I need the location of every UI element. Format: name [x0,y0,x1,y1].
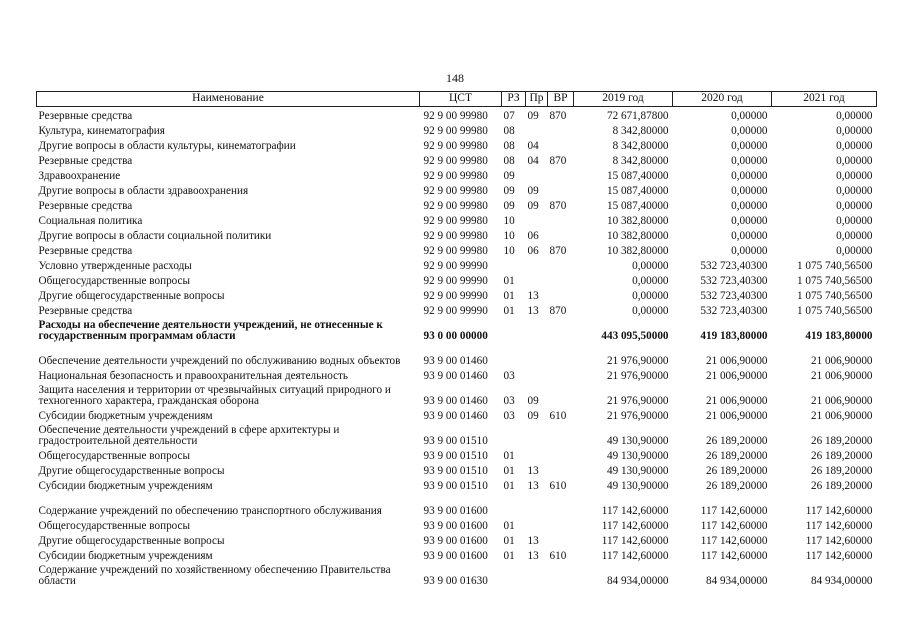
row-name: Другие вопросы в области социальной политики [38,229,272,242]
row-cst: 93 9 00 01600 [423,534,488,547]
row-value-2019: 49 130,90000 [606,449,669,462]
row-value-2021: 26 189,20000 [810,449,873,462]
row-vr: 610 [549,549,567,562]
row-vr [548,382,574,407]
row-vr [548,122,574,137]
row-value-2020: 532 723,40300 [700,289,768,302]
row-name: Субсидии бюджетным учреждениям [38,549,213,562]
row-cst: 92 9 00 99980 [423,199,488,212]
row-cst: 93 9 00 01630 [423,574,488,587]
row-value-2019: 15 087,40000 [606,169,669,182]
row-cst: 92 9 00 99980 [423,124,488,137]
row-cst: 93 9 00 01460 [423,369,488,382]
row-rz: 10 [503,214,515,227]
row-vr [548,212,574,227]
row-value-2021: 0,00000 [836,154,873,167]
row-value-2019: 0,00000 [632,289,669,302]
row-cst: 92 9 00 99980 [423,229,488,242]
row-vr [548,167,574,182]
row-name: Другие вопросы в области здравоохранения [38,184,249,197]
row-vr [548,517,574,532]
row-rz: 01 [503,289,515,302]
row-rz: 01 [503,449,515,462]
row-vr [548,287,574,302]
table-row [37,447,877,462]
row-pr: 13 [527,534,539,547]
table-row [37,287,877,302]
row-value-2021: 21 006,90000 [810,369,873,382]
row-name: Содержание учреждений по обеспечению транспортного обслуживания [38,505,382,517]
row-value-2020: 419 183,80000 [700,329,768,342]
row-vr [548,462,574,477]
row-rz: 01 [503,274,515,287]
row-value-2019: 10 382,80000 [606,229,669,242]
row-value-2020: 21 006,90000 [705,354,768,367]
table-row [37,462,877,477]
row-pr: 06 [527,229,539,242]
row-pr [526,272,548,287]
table-row [37,257,877,272]
table-row [37,152,877,167]
row-pr [526,122,548,137]
row-name: Общегосударственные вопросы [38,519,191,532]
column-header-2021: 2021 год [772,92,877,107]
row-value-2020: 0,00000 [731,154,768,167]
row-pr: 09 [527,394,539,407]
row-value-2021: 117 142,60000 [805,519,873,532]
table-row [37,317,877,342]
row-value-2019: 49 130,90000 [606,434,669,447]
table-row [37,382,877,407]
row-pr [526,562,548,587]
table-row [37,407,877,422]
row-value-2021: 0,00000 [836,124,873,137]
row-vr [548,422,574,447]
row-vr [548,257,574,272]
row-cst: 92 9 00 99980 [423,214,488,227]
row-value-2020: 117 142,60000 [700,504,768,517]
row-value-2020: 26 189,20000 [705,464,768,477]
table-row [37,227,877,242]
row-value-2020: 0,00000 [731,214,768,227]
table-row [37,197,877,212]
row-value-2020: 21 006,90000 [705,369,768,382]
row-pr: 04 [527,139,539,152]
row-name: Социальная политика [38,214,143,227]
row-pr: 13 [527,549,539,562]
row-value-2021: 0,00000 [836,109,873,122]
row-pr: 13 [527,479,539,492]
row-value-2021: 0,00000 [836,169,873,182]
table-row [37,182,877,197]
row-name: Резервные средства [38,304,133,317]
row-rz [502,422,526,447]
row-name: Условно утвержденные расходы [38,259,192,272]
row-value-2020: 117 142,60000 [700,519,768,532]
row-value-2020: 0,00000 [731,169,768,182]
row-vr [548,182,574,197]
row-value-2019: 0,00000 [632,274,669,287]
row-vr [548,562,574,587]
row-value-2021: 26 189,20000 [810,479,873,492]
row-value-2021: 117 142,60000 [805,534,873,547]
row-rz: 01 [503,534,515,547]
row-value-2019: 15 087,40000 [606,184,669,197]
row-vr [548,447,574,462]
row-value-2020: 117 142,60000 [700,534,768,547]
row-value-2020: 26 189,20000 [705,449,768,462]
column-header-cst: ЦСТ [420,92,502,107]
row-value-2019: 117 142,60000 [601,504,669,517]
row-name: Другие вопросы в области культуры, кинематографии [38,139,296,152]
row-name: Резервные средства [38,244,133,257]
row-value-2019: 15 087,40000 [606,199,669,212]
row-pr: 13 [527,289,539,302]
row-name: Расходы на обеспечение деятельности учреждений, не отнесенные к государственным программам области [38,319,383,342]
row-name: Обеспечение деятельности учреждений в сфере архитектуры и градостроительной деятельности [38,424,340,447]
row-rz: 09 [503,169,515,182]
table-header-row [37,92,877,107]
row-name: Защита населения и территории от чрезвычайных ситуаций природного и техногенного характера, гражданская оборона [38,384,391,407]
row-vr: 870 [549,154,567,167]
row-value-2019: 117 142,60000 [601,519,669,532]
row-pr [526,422,548,447]
table-row [37,562,877,587]
row-value-2019: 21 976,90000 [606,394,669,407]
row-cst: 92 9 00 99990 [423,289,488,302]
row-cst: 92 9 00 99980 [423,154,488,167]
row-value-2019: 10 382,80000 [606,244,669,257]
row-value-2019: 443 095,50000 [601,329,669,342]
row-cst: 92 9 00 99980 [423,244,488,257]
table-row [37,422,877,447]
row-rz: 08 [503,154,515,167]
row-value-2020: 0,00000 [731,229,768,242]
row-pr [526,517,548,532]
table-row [37,342,877,367]
row-value-2021: 0,00000 [836,244,873,257]
row-rz: 01 [503,549,515,562]
row-rz: 03 [503,369,515,382]
row-value-2020: 0,00000 [731,199,768,212]
row-name: Общегосударственные вопросы [38,449,191,462]
row-value-2019: 21 976,90000 [606,409,669,422]
row-value-2019: 0,00000 [632,304,669,317]
column-header-2020: 2020 год [673,92,772,107]
budget-table [36,91,877,587]
row-rz [502,257,526,272]
row-pr: 09 [527,184,539,197]
row-name: Общегосударственные вопросы [38,274,191,287]
row-value-2020: 117 142,60000 [700,549,768,562]
row-pr [526,212,548,227]
row-vr: 870 [549,109,567,122]
row-name: Национальная безопасность и правоохранительная деятельность [38,369,349,382]
row-vr: 870 [549,199,567,212]
row-cst: 92 9 00 99990 [423,304,488,317]
row-value-2019: 72 671,87800 [606,109,669,122]
row-cst: 92 9 00 99980 [423,109,488,122]
row-value-2019: 8 342,80000 [612,124,669,137]
row-name: Субсидии бюджетным учреждениям [38,409,213,422]
row-value-2021: 1 075 740,56500 [796,304,873,317]
row-value-2019: 8 342,80000 [612,139,669,152]
row-rz: 08 [503,124,515,137]
column-header-2019: 2019 год [574,92,673,107]
row-rz: 03 [503,394,515,407]
row-pr: 06 [527,244,539,257]
row-rz: 07 [503,109,515,122]
row-cst: 92 9 00 99990 [423,274,488,287]
row-rz [502,317,526,342]
row-pr: 04 [527,154,539,167]
row-value-2021: 117 142,60000 [805,549,873,562]
row-name: Резервные средства [38,154,133,167]
row-cst: 92 9 00 99980 [423,169,488,182]
row-value-2020: 0,00000 [731,109,768,122]
row-vr [548,227,574,242]
row-pr: 09 [527,199,539,212]
row-cst: 93 9 00 01510 [423,449,488,462]
column-header-rz: РЗ [502,92,526,107]
column-header-name: Наименование [37,92,420,107]
table-row [37,107,877,123]
row-pr: 09 [527,409,539,422]
row-name: Резервные средства [38,199,133,212]
row-vr: 870 [549,244,567,257]
row-value-2020: 0,00000 [731,184,768,197]
row-pr [526,257,548,272]
row-rz: 03 [503,409,515,422]
row-rz: 10 [503,244,515,257]
table-row [37,242,877,257]
row-value-2019: 49 130,90000 [606,479,669,492]
row-rz: 01 [503,464,515,477]
row-cst: 93 0 00 00000 [423,329,488,342]
row-rz: 10 [503,229,515,242]
row-pr [526,492,548,517]
row-value-2021: 21 006,90000 [810,354,873,367]
row-value-2019: 49 130,90000 [606,464,669,477]
row-value-2019: 21 976,90000 [606,354,669,367]
row-cst: 93 9 00 01510 [423,479,488,492]
table-row [37,517,877,532]
table-row [37,367,877,382]
row-rz: 08 [503,139,515,152]
row-cst: 92 9 00 99990 [423,259,488,272]
row-value-2020: 0,00000 [731,139,768,152]
column-header-vr: ВР [548,92,574,107]
row-value-2019: 21 976,90000 [606,369,669,382]
row-name: Обеспечение деятельности учреждений по обслуживанию водных объектов [38,355,401,367]
row-vr: 610 [549,479,567,492]
row-value-2020: 26 189,20000 [705,479,768,492]
row-value-2021: 419 183,80000 [805,329,873,342]
row-value-2019: 117 142,60000 [601,549,669,562]
row-rz: 01 [503,479,515,492]
table-row [37,532,877,547]
table-row [37,492,877,517]
row-vr [548,272,574,287]
row-value-2019: 117 142,60000 [601,534,669,547]
row-pr [526,342,548,367]
table-row [37,122,877,137]
row-rz: 09 [503,184,515,197]
row-rz: 01 [503,304,515,317]
row-value-2020: 21 006,90000 [705,409,768,422]
row-value-2020: 532 723,40300 [700,259,768,272]
table-row [37,547,877,562]
row-pr [526,167,548,182]
row-vr: 870 [549,304,567,317]
table-row [37,137,877,152]
row-name: Другие общегосударственные вопросы [38,289,225,302]
row-name: Другие общегосударственные вопросы [38,534,225,547]
row-rz: 01 [503,519,515,532]
row-cst: 93 9 00 01600 [423,519,488,532]
row-cst: 92 9 00 99980 [423,184,488,197]
row-rz [502,562,526,587]
row-rz [502,492,526,517]
row-cst: 93 9 00 01460 [423,409,488,422]
row-name: Резервные средства [38,109,133,122]
row-vr [548,342,574,367]
row-cst: 92 9 00 99980 [423,139,488,152]
row-value-2021: 0,00000 [836,214,873,227]
table-row [37,302,877,317]
row-name: Другие общегосударственные вопросы [38,464,225,477]
row-vr: 610 [549,409,567,422]
row-pr: 13 [527,304,539,317]
row-value-2021: 21 006,90000 [810,409,873,422]
row-value-2021: 1 075 740,56500 [796,259,873,272]
row-cst: 93 9 00 01460 [423,394,488,407]
row-value-2020: 532 723,40300 [700,304,768,317]
row-name: Культура, кинематография [38,124,165,137]
row-pr [526,317,548,342]
row-value-2019: 84 934,00000 [606,574,669,587]
row-value-2021: 26 189,20000 [810,434,873,447]
row-value-2020: 0,00000 [731,244,768,257]
row-vr [548,317,574,342]
row-value-2021: 1 075 740,56500 [796,274,873,287]
row-value-2020: 21 006,90000 [705,394,768,407]
row-value-2021: 1 075 740,56500 [796,289,873,302]
table-row [37,477,877,492]
row-name: Содержание учреждений по хозяйственному обеспечению Правительства области [38,564,391,587]
row-cst: 93 9 00 01600 [423,504,488,517]
row-pr [526,367,548,382]
table-row [37,212,877,227]
row-cst: 93 9 00 01510 [423,434,488,447]
row-vr [548,532,574,547]
row-vr [548,367,574,382]
row-value-2019: 10 382,80000 [606,214,669,227]
row-value-2019: 0,00000 [632,259,669,272]
row-value-2021: 0,00000 [836,139,873,152]
row-value-2021: 21 006,90000 [810,394,873,407]
row-vr [548,137,574,152]
row-value-2020: 84 934,00000 [705,574,768,587]
row-rz: 09 [503,199,515,212]
row-value-2021: 26 189,20000 [810,464,873,477]
row-value-2020: 532 723,40300 [700,274,768,287]
page-number: 148 [446,71,464,85]
row-value-2021: 117 142,60000 [805,504,873,517]
row-value-2021: 84 934,00000 [810,574,873,587]
row-value-2020: 26 189,20000 [705,434,768,447]
row-cst: 93 9 00 01510 [423,464,488,477]
row-vr [548,492,574,517]
row-pr: 09 [527,109,539,122]
row-value-2021: 0,00000 [836,184,873,197]
row-rz [502,342,526,367]
row-value-2021: 0,00000 [836,229,873,242]
table-body [37,107,877,588]
row-cst: 93 9 00 01600 [423,549,488,562]
row-name: Здравоохранение [38,169,121,182]
row-name: Субсидии бюджетным учреждениям [38,479,213,492]
row-cst: 93 9 00 01460 [423,354,488,367]
row-pr [526,447,548,462]
row-value-2021: 0,00000 [836,199,873,212]
table-row [37,167,877,182]
column-header-pr: Пр [526,92,548,107]
table-row [37,272,877,287]
row-pr: 13 [527,464,539,477]
row-value-2020: 0,00000 [731,124,768,137]
row-value-2019: 8 342,80000 [612,154,669,167]
